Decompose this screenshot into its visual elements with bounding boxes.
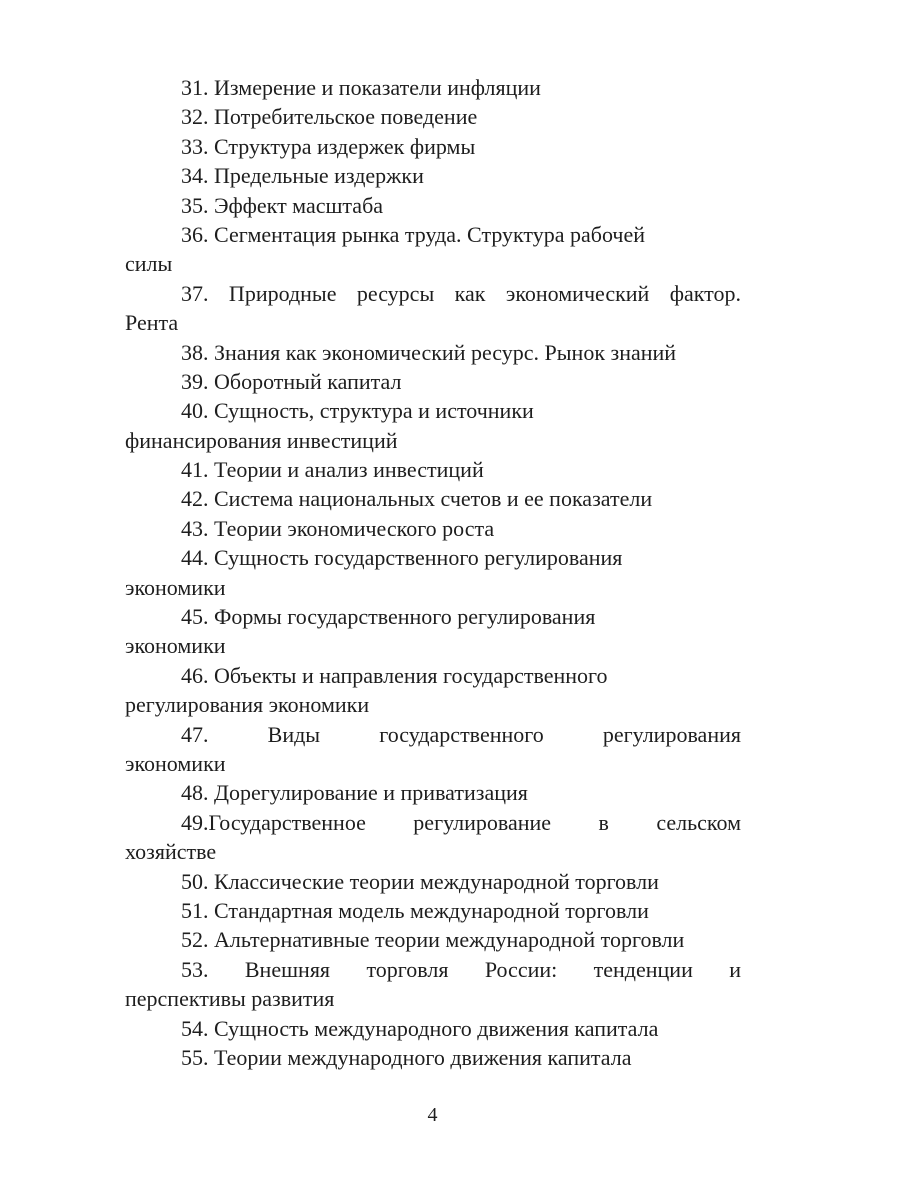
list-item-text: 49.Государственное регулирование в сельском <box>181 809 741 835</box>
list-item-continuation: хозяйстве <box>125 839 217 865</box>
list-item-text: 48. Дорегулирование и приватизация <box>181 780 528 806</box>
list-item-text: 36. Сегментация рынка труда. Структура рабочей <box>181 221 646 247</box>
list-item <box>125 661 741 720</box>
list-item <box>125 455 741 484</box>
list-item-text: 31. Измерение и показатели инфляции <box>181 75 541 100</box>
list-item <box>125 161 741 190</box>
list-item-continuation: экономики <box>125 633 226 659</box>
list-item-text: 40. Сущность, структура и источники <box>181 398 534 424</box>
list-item <box>125 720 741 779</box>
list-item-continuation: экономики <box>125 750 226 776</box>
list-item-text: 35. Эффект масштаба <box>181 192 384 218</box>
list-item <box>125 220 741 279</box>
list-item <box>125 602 741 661</box>
list-item-continuation: перспективы развития <box>125 986 335 1012</box>
list-item-continuation: Рента <box>125 310 179 336</box>
list-item <box>125 896 741 925</box>
list-item-text: 42. Система национальных счетов и ее показатели <box>181 486 653 512</box>
list-item <box>125 367 741 396</box>
list-item-text: 53. Внешняя торговля России: тенденции и <box>181 956 741 982</box>
list-item <box>125 543 741 602</box>
list-item <box>125 808 741 867</box>
list-item <box>125 1043 741 1072</box>
list-item-text: 46. Объекты и направления государственного <box>181 662 608 688</box>
list-item-text: 45. Формы государственного регулирования <box>181 604 596 630</box>
list-item-continuation: финансирования инвестиций <box>125 427 398 453</box>
list-item-text: 33. Структура издержек фирмы <box>181 133 476 159</box>
list-item-text: 34. Предельные издержки <box>181 163 424 189</box>
list-item-text: 51. Стандартная модель международной торговли <box>181 897 649 923</box>
list-item-text: 43. Теории экономического роста <box>181 515 495 541</box>
list-item-continuation: силы <box>125 251 173 277</box>
list-item-text: 38. Знания как экономический ресурс. Рынок знаний <box>181 339 677 365</box>
list-item <box>125 925 741 954</box>
list-item <box>125 102 741 131</box>
list-item <box>125 73 741 102</box>
list-item <box>125 396 741 455</box>
list-item-text: 50. Классические теории международной торговли <box>181 868 659 894</box>
list-item-text: 41. Теории и анализ инвестиций <box>181 457 484 483</box>
list-item-text: 54. Сущность международного движения капитала <box>181 1015 659 1041</box>
list-item <box>125 191 741 220</box>
list-item <box>125 778 741 807</box>
list-item-text: 47. Виды государственного регулирования <box>181 721 741 747</box>
list-item-continuation: экономики <box>125 574 226 600</box>
list-item <box>125 279 741 338</box>
topic-list <box>125 73 741 1072</box>
list-item-text: 39. Оборотный капитал <box>181 368 402 394</box>
list-item <box>125 1014 741 1043</box>
list-item-text: 32. Потребительское поведение <box>181 104 478 130</box>
list-item <box>125 132 741 161</box>
list-item-text: 52. Альтернативные теории международной торговли <box>181 927 685 953</box>
list-item-text: 37. Природные ресурсы как экономический фактор. <box>181 280 741 306</box>
list-item <box>125 338 741 367</box>
list-item <box>125 955 741 1014</box>
list-item <box>125 867 741 896</box>
list-item <box>125 484 741 513</box>
list-item-text: 55. Теории международного движения капитала <box>181 1044 632 1070</box>
list-item-continuation: регулирования экономики <box>125 692 370 718</box>
list-item <box>125 514 741 543</box>
page-number: 4 <box>427 1104 438 1126</box>
list-item-text: 44. Сущность государственного регулирования <box>181 545 623 571</box>
